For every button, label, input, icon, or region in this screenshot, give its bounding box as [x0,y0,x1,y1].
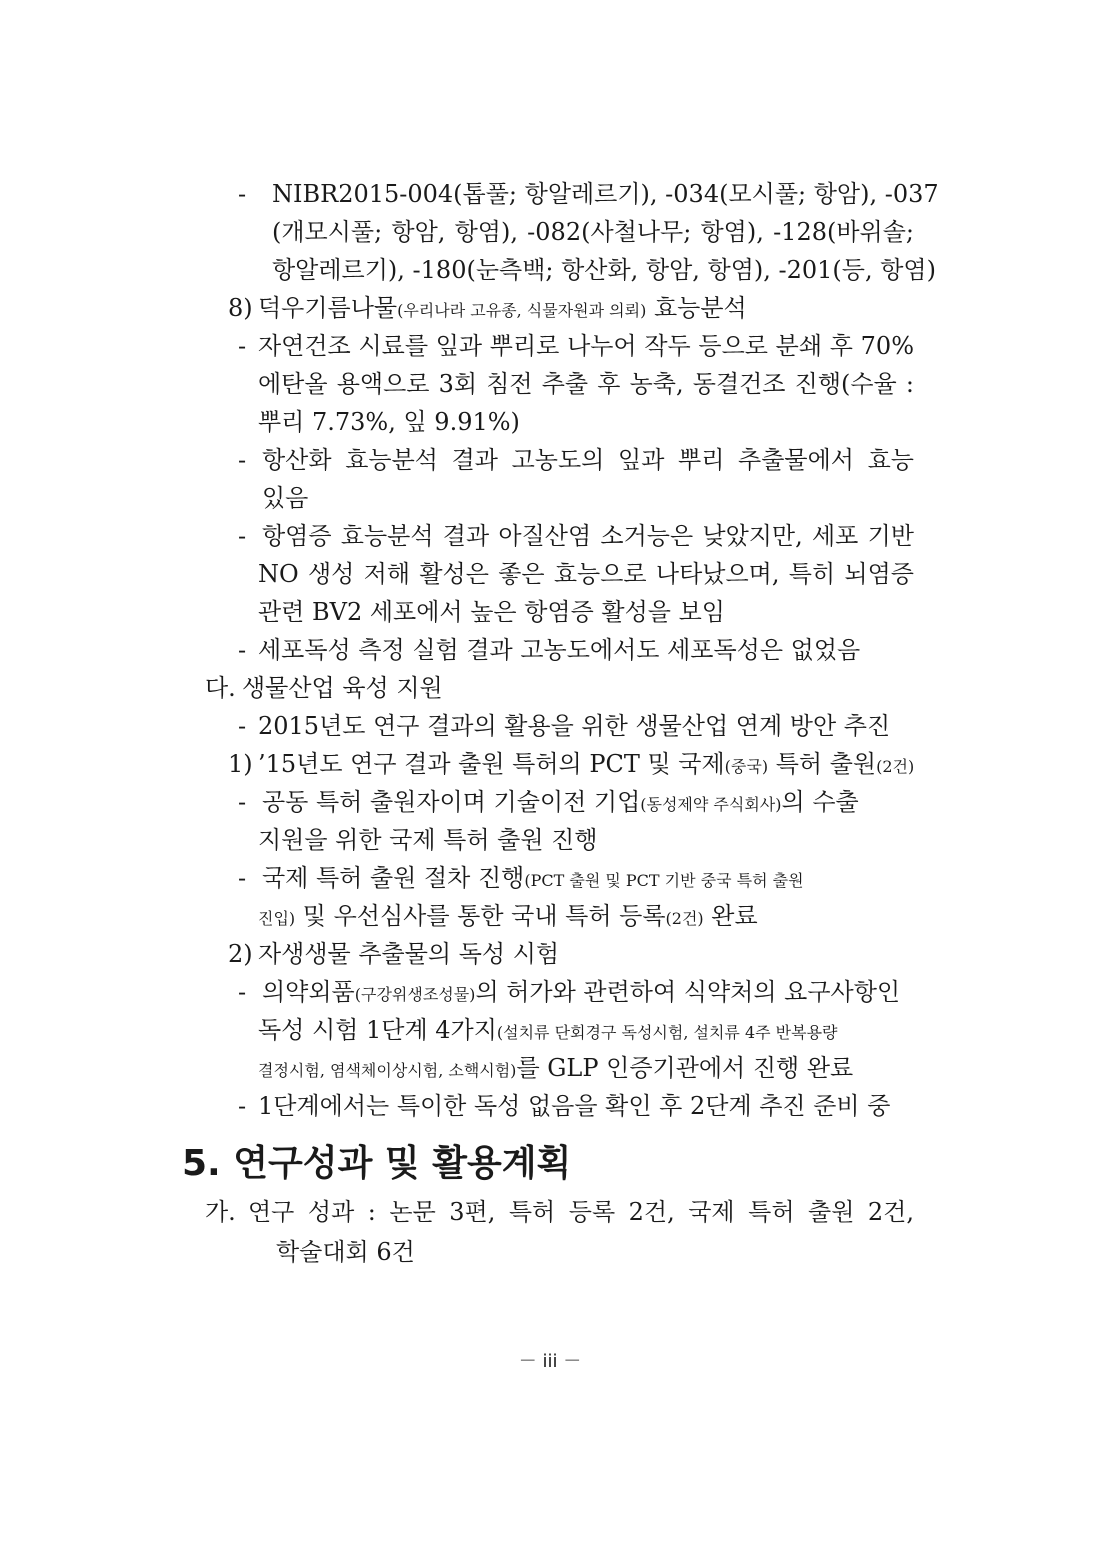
line-text [262,860,804,899]
item-number: 1) [228,750,253,778]
line-main: 의약외품 [262,978,355,1006]
line-main: ’15년도 연구 결과 출원 특허의 PCT 및 국제 [258,750,725,778]
line-text: 자연건조 시료를 잎과 뿌리로 나누어 작두 등으로 분쇄 후 70% [258,332,914,360]
line-tail: 의 허가와 관련하여 식약처의 요구사항인 [475,978,901,1006]
line-text: 학술대회 6건 [276,1238,415,1266]
line-tail: 완료 [703,902,758,930]
line-text: 있음 [262,484,309,512]
line-text: 1단계에서는 특이한 독성 없음을 확인 후 2단계 추진 준비 중 [258,1092,891,1120]
item-number: 가. [205,1198,236,1226]
list-dash: - [238,332,247,360]
line-tail: 특허 출원 [768,750,877,778]
item-number: 다. [205,674,236,702]
line-text: 생물산업 육성 지원 [242,674,443,702]
line-text: NO 생성 저해 활성은 좋은 효능으로 나타났으며, 특히 뇌염증 [258,560,914,588]
line-text [258,1050,853,1089]
line-main: 국제 특허 출원 절차 진행 [262,864,525,892]
section-heading: 5. 연구성과 및 활용계획 [182,1143,572,1184]
list-dash: - [238,446,247,474]
list-dash: - [238,1092,247,1120]
line-text: 에탄올 용액으로 3회 침전 추출 후 농축, 동결건조 진행(수율 : [258,370,914,398]
line-note: (2건) [876,757,915,776]
line-text: (개모시풀; 항암, 항염), -082(사철나무; 항염), -128(바위솔; [272,218,914,246]
line-text: 항산화 효능분석 결과 고농도의 잎과 뿌리 추출물에서 효능 [262,446,914,474]
line-text: 항염증 효능분석 결과 아질산염 소거능은 낮았지만, 세포 기반 [262,522,914,550]
line-note: (설치류 단회경구 독성시험, 설치류 4주 반복용량 [496,1023,838,1042]
line-note: (중국) [724,757,769,776]
list-dash: - [238,522,247,550]
line-main: 공동 특허 출원자이며 기술이전 기업 [262,788,641,816]
list-dash: - [238,978,247,1006]
line-text: 항알레르기), -180(눈측백; 항산화, 항암, 항염), -201(등, 항염) [272,256,936,284]
line-text: 세포독성 측정 실험 결과 고농도에서도 세포독성은 없었음 [258,636,861,664]
line-main: 독성 시험 1단계 4가지 [258,1016,497,1044]
line-text [258,290,747,329]
line-text: 지원을 위한 국제 특허 출원 진행 [258,826,598,854]
line-text: 뿌리 7.73%, 잎 9.91%) [258,408,520,436]
list-dash: - [238,788,247,816]
list-dash: - [238,712,247,740]
line-text: 관련 BV2 세포에서 높은 항염증 활성을 보임 [258,598,725,626]
line-note: 진입) [258,909,296,928]
item-number: 8) [228,294,253,322]
item-number: 2) [228,940,253,968]
line-text: 2015년도 연구 결과의 활용을 위한 생물산업 연계 방안 추진 [258,712,891,740]
list-dash: - [238,180,247,208]
line-note: (PCT 출원 및 PCT 기반 중국 특허 출원 [524,871,804,890]
list-dash: - [238,636,247,664]
line-text [258,1012,838,1051]
line-note: 결정시험, 염색체이상시험, 소핵시험) [258,1061,517,1080]
page-number: － iii － [518,1351,582,1372]
line-tail: 를 GLP 인증기관에서 진행 완료 [516,1054,854,1082]
line-note: (2건) [665,909,704,928]
line-text: NIBR2015-004(톱풀; 항알레르기), -034(모시풀; 항암), -037 [272,180,939,208]
line-tail: 및 우선심사를 통한 국내 특허 등록 [295,902,666,930]
line-main: 덕우기름나물 [258,294,398,322]
line-note: (동성제약 주식회사) [640,795,782,814]
line-text [262,784,859,823]
list-dash: - [238,864,247,892]
line-text [258,898,758,937]
line-text: 연구 성과 : 논문 3편, 특허 등록 2건, 국제 특허 출원 2건, [248,1198,914,1226]
line-text [258,746,914,785]
line-note: (구강위생조성물) [354,985,476,1004]
line-tail: 효능분석 [646,294,747,322]
line-tail: 의 수출 [781,788,859,816]
line-text [262,974,900,1013]
line-text: 자생생물 추출물의 독성 시험 [258,940,560,968]
line-note: (우리나라 고유종, 식물자원과 의뢰) [397,301,647,320]
